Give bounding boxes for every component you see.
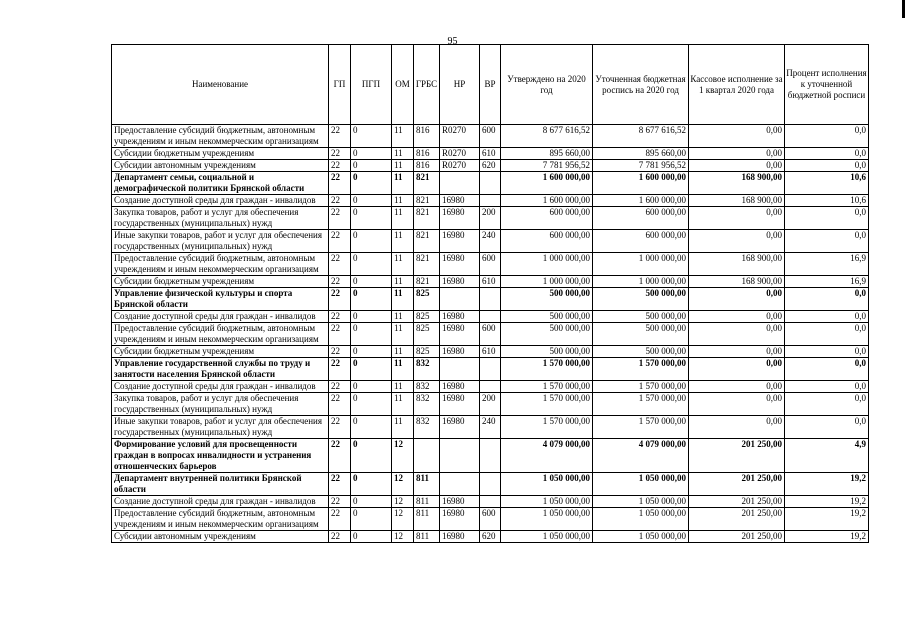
row-approved-cell: 1 570 000,00 — [501, 358, 593, 381]
row-vr-cell: 600 — [480, 323, 501, 346]
row-pgp-cell: 0 — [351, 148, 392, 160]
row-percent-cell: 0,0 — [785, 311, 869, 323]
row-gp-cell: 22 — [329, 288, 351, 311]
row-grbs-cell: 816 — [414, 148, 440, 160]
row-percent-cell: 19,2 — [785, 508, 869, 531]
row-percent-cell: 0,0 — [785, 346, 869, 358]
table-row — [112, 508, 869, 531]
column-header-cash: Кассовое исполнение за 1 квартал 2020 года — [689, 45, 785, 125]
row-nr-cell: 16980 — [440, 416, 480, 439]
row-refined-cell: 1 050 000,00 — [593, 473, 689, 496]
column-header-percent: Процент исполнения к уточненной бюджетной росписи — [785, 45, 869, 125]
row-name-cell: Субсидии бюджетным учреждениям — [112, 346, 329, 358]
row-grbs-cell: 811 — [414, 508, 440, 531]
row-grbs-cell: 832 — [414, 381, 440, 393]
row-vr-cell: 600 — [480, 508, 501, 531]
row-vr-cell — [480, 358, 501, 381]
table-row — [112, 288, 869, 311]
row-nr-cell: 16980 — [440, 195, 480, 207]
row-nr-cell — [440, 172, 480, 195]
row-om-cell: 11 — [392, 393, 414, 416]
row-approved-cell: 1 600 000,00 — [501, 195, 593, 207]
row-refined-cell: 4 079 000,00 — [593, 439, 689, 473]
table-row — [112, 125, 869, 148]
row-refined-cell: 1 000 000,00 — [593, 253, 689, 276]
row-om-cell: 11 — [392, 288, 414, 311]
row-pgp-cell: 0 — [351, 358, 392, 381]
row-nr-cell — [440, 358, 480, 381]
row-grbs-cell: 821 — [414, 172, 440, 195]
table-row — [112, 207, 869, 230]
table-row — [112, 148, 869, 160]
row-cash-cell: 0,00 — [689, 148, 785, 160]
row-refined-cell: 1 570 000,00 — [593, 381, 689, 393]
row-vr-cell: 240 — [480, 230, 501, 253]
row-vr-cell — [480, 288, 501, 311]
row-gp-cell: 22 — [329, 496, 351, 508]
row-gp-cell: 22 — [329, 230, 351, 253]
row-vr-cell: 600 — [480, 125, 501, 148]
row-approved-cell: 1 570 000,00 — [501, 416, 593, 439]
row-grbs-cell: 811 — [414, 473, 440, 496]
row-om-cell: 12 — [392, 473, 414, 496]
row-gp-cell: 22 — [329, 160, 351, 172]
row-grbs-cell: 816 — [414, 125, 440, 148]
row-cash-cell: 0,00 — [689, 381, 785, 393]
row-vr-cell: 610 — [480, 276, 501, 288]
row-percent-cell: 0,0 — [785, 148, 869, 160]
row-vr-cell — [480, 381, 501, 393]
row-pgp-cell: 0 — [351, 253, 392, 276]
page-number: 95 — [447, 36, 458, 47]
row-om-cell: 12 — [392, 531, 414, 543]
row-percent-cell: 19,2 — [785, 496, 869, 508]
table-row — [112, 393, 869, 416]
table-row — [112, 381, 869, 393]
table-row — [112, 531, 869, 543]
row-gp-cell: 22 — [329, 172, 351, 195]
row-percent-cell: 10,6 — [785, 195, 869, 207]
row-name-cell: Субсидии автономным учреждениям — [112, 160, 329, 172]
row-name-cell: Создание доступной среды для граждан - инвалидов — [112, 381, 329, 393]
row-approved-cell: 500 000,00 — [501, 323, 593, 346]
row-approved-cell: 1 050 000,00 — [501, 508, 593, 531]
row-gp-cell: 22 — [329, 323, 351, 346]
row-approved-cell: 1 050 000,00 — [501, 473, 593, 496]
row-percent-cell: 0,0 — [785, 393, 869, 416]
row-gp-cell: 22 — [329, 381, 351, 393]
row-percent-cell: 0,0 — [785, 207, 869, 230]
row-om-cell: 11 — [392, 195, 414, 207]
row-gp-cell: 22 — [329, 276, 351, 288]
row-percent-cell: 19,2 — [785, 473, 869, 496]
row-nr-cell: 16980 — [440, 323, 480, 346]
table-row — [112, 276, 869, 288]
row-cash-cell: 201 250,00 — [689, 473, 785, 496]
row-nr-cell: 16980 — [440, 508, 480, 531]
row-gp-cell: 22 — [329, 439, 351, 473]
row-om-cell: 11 — [392, 160, 414, 172]
row-name-cell: Закупка товаров, работ и услуг для обеспечения государственных (муниципальных) нужд — [112, 207, 329, 230]
row-name-cell: Департамент внутренней политики Брянской области — [112, 473, 329, 496]
row-pgp-cell: 0 — [351, 276, 392, 288]
row-vr-cell: 200 — [480, 207, 501, 230]
row-om-cell: 11 — [392, 276, 414, 288]
row-refined-cell: 895 660,00 — [593, 148, 689, 160]
row-nr-cell — [440, 439, 480, 473]
row-refined-cell: 1 600 000,00 — [593, 195, 689, 207]
row-nr-cell: 16980 — [440, 230, 480, 253]
row-grbs-cell: 811 — [414, 531, 440, 543]
row-nr-cell — [440, 288, 480, 311]
table-row — [112, 253, 869, 276]
row-gp-cell: 22 — [329, 531, 351, 543]
row-nr-cell: 16980 — [440, 253, 480, 276]
row-grbs-cell: 821 — [414, 276, 440, 288]
row-approved-cell: 1 050 000,00 — [501, 531, 593, 543]
row-cash-cell: 0,00 — [689, 346, 785, 358]
row-name-cell: Закупка товаров, работ и услуг для обеспечения государственных (муниципальных) нужд — [112, 393, 329, 416]
row-approved-cell: 1 000 000,00 — [501, 276, 593, 288]
row-cash-cell: 201 250,00 — [689, 496, 785, 508]
row-gp-cell: 22 — [329, 195, 351, 207]
row-name-cell: Создание доступной среды для граждан - инвалидов — [112, 496, 329, 508]
row-pgp-cell: 0 — [351, 416, 392, 439]
row-refined-cell: 600 000,00 — [593, 207, 689, 230]
row-nr-cell: 16980 — [440, 207, 480, 230]
table-row — [112, 439, 869, 473]
row-vr-cell: 240 — [480, 416, 501, 439]
row-pgp-cell: 0 — [351, 473, 392, 496]
row-name-cell: Предоставление субсидий бюджетным, автономным учреждениям и иным некоммерческим организациям — [112, 125, 329, 148]
row-vr-cell — [480, 473, 501, 496]
row-nr-cell — [440, 473, 480, 496]
row-cash-cell: 201 250,00 — [689, 531, 785, 543]
row-vr-cell: 610 — [480, 346, 501, 358]
row-approved-cell: 1 570 000,00 — [501, 381, 593, 393]
row-om-cell: 11 — [392, 381, 414, 393]
row-cash-cell: 168 900,00 — [689, 195, 785, 207]
row-cash-cell: 0,00 — [689, 416, 785, 439]
row-approved-cell: 1 570 000,00 — [501, 393, 593, 416]
table-row — [112, 416, 869, 439]
row-refined-cell: 500 000,00 — [593, 346, 689, 358]
row-gp-cell: 22 — [329, 125, 351, 148]
row-name-cell: Предоставление субсидий бюджетным, автономным учреждениям и иным некоммерческим организациям — [112, 508, 329, 531]
row-pgp-cell: 0 — [351, 195, 392, 207]
row-gp-cell: 22 — [329, 473, 351, 496]
row-gp-cell: 22 — [329, 358, 351, 381]
row-percent-cell: 16,9 — [785, 253, 869, 276]
row-om-cell: 12 — [392, 439, 414, 473]
row-gp-cell: 22 — [329, 346, 351, 358]
column-header-pgp: ПГП — [351, 45, 392, 125]
row-name-cell: Управление физической культуры и спорта Брянской области — [112, 288, 329, 311]
row-pgp-cell: 0 — [351, 381, 392, 393]
row-cash-cell: 0,00 — [689, 160, 785, 172]
column-header-name: Наименование — [112, 45, 329, 125]
row-name-cell: Создание доступной среды для граждан - инвалидов — [112, 311, 329, 323]
row-nr-cell: 16980 — [440, 381, 480, 393]
row-grbs-cell: 821 — [414, 230, 440, 253]
row-pgp-cell: 0 — [351, 531, 392, 543]
row-pgp-cell: 0 — [351, 496, 392, 508]
row-cash-cell: 0,00 — [689, 125, 785, 148]
row-grbs-cell: 825 — [414, 288, 440, 311]
row-grbs-cell: 832 — [414, 416, 440, 439]
row-gp-cell: 22 — [329, 508, 351, 531]
row-pgp-cell: 0 — [351, 230, 392, 253]
row-pgp-cell: 0 — [351, 393, 392, 416]
row-pgp-cell: 0 — [351, 172, 392, 195]
row-grbs-cell: 825 — [414, 311, 440, 323]
row-refined-cell: 500 000,00 — [593, 323, 689, 346]
column-header-vr: ВР — [480, 45, 501, 125]
row-refined-cell: 1 050 000,00 — [593, 531, 689, 543]
row-grbs-cell: 816 — [414, 160, 440, 172]
row-vr-cell — [480, 172, 501, 195]
column-header-approved: Утверждено на 2020 год — [501, 45, 593, 125]
row-grbs-cell: 832 — [414, 358, 440, 381]
row-cash-cell: 0,00 — [689, 323, 785, 346]
row-approved-cell: 8 677 616,52 — [501, 125, 593, 148]
row-grbs-cell — [414, 439, 440, 473]
row-refined-cell: 500 000,00 — [593, 288, 689, 311]
row-percent-cell: 0,0 — [785, 323, 869, 346]
row-refined-cell: 1 050 000,00 — [593, 496, 689, 508]
row-nr-cell: 16980 — [440, 346, 480, 358]
row-percent-cell: 19,2 — [785, 531, 869, 543]
row-gp-cell: 22 — [329, 311, 351, 323]
row-grbs-cell: 821 — [414, 253, 440, 276]
row-refined-cell: 600 000,00 — [593, 230, 689, 253]
row-pgp-cell: 0 — [351, 439, 392, 473]
row-cash-cell: 0,00 — [689, 230, 785, 253]
row-vr-cell: 600 — [480, 253, 501, 276]
row-approved-cell: 500 000,00 — [501, 346, 593, 358]
row-percent-cell: 0,0 — [785, 160, 869, 172]
row-approved-cell: 500 000,00 — [501, 311, 593, 323]
table-row — [112, 230, 869, 253]
row-approved-cell: 4 079 000,00 — [501, 439, 593, 473]
row-pgp-cell: 0 — [351, 311, 392, 323]
row-vr-cell: 200 — [480, 393, 501, 416]
row-cash-cell: 0,00 — [689, 358, 785, 381]
row-pgp-cell: 0 — [351, 288, 392, 311]
row-percent-cell: 0,0 — [785, 288, 869, 311]
row-percent-cell: 0,0 — [785, 358, 869, 381]
row-vr-cell: 610 — [480, 148, 501, 160]
row-om-cell: 12 — [392, 496, 414, 508]
table-header-row — [112, 45, 869, 125]
row-cash-cell: 0,00 — [689, 393, 785, 416]
row-om-cell: 11 — [392, 148, 414, 160]
row-cash-cell: 0,00 — [689, 207, 785, 230]
row-nr-cell: 16980 — [440, 311, 480, 323]
table-row — [112, 496, 869, 508]
table-row — [112, 473, 869, 496]
row-cash-cell: 0,00 — [689, 288, 785, 311]
column-header-gp: ГП — [329, 45, 351, 125]
row-pgp-cell: 0 — [351, 207, 392, 230]
row-gp-cell: 22 — [329, 393, 351, 416]
row-om-cell: 11 — [392, 172, 414, 195]
row-gp-cell: 22 — [329, 416, 351, 439]
row-refined-cell: 8 677 616,52 — [593, 125, 689, 148]
row-percent-cell: 0,0 — [785, 381, 869, 393]
row-refined-cell: 1 600 000,00 — [593, 172, 689, 195]
table-row — [112, 195, 869, 207]
row-vr-cell: 620 — [480, 160, 501, 172]
row-cash-cell: 201 250,00 — [689, 439, 785, 473]
row-vr-cell — [480, 439, 501, 473]
row-cash-cell: 168 900,00 — [689, 253, 785, 276]
row-cash-cell: 0,00 — [689, 311, 785, 323]
row-vr-cell — [480, 311, 501, 323]
row-om-cell: 11 — [392, 323, 414, 346]
row-om-cell: 12 — [392, 508, 414, 531]
row-grbs-cell: 821 — [414, 195, 440, 207]
column-header-grbs: ГРБС — [414, 45, 440, 125]
table-row — [112, 172, 869, 195]
row-percent-cell: 16,9 — [785, 276, 869, 288]
row-name-cell: Управление государственной службы по труду и занятости населения Брянской области — [112, 358, 329, 381]
row-name-cell: Субсидии бюджетным учреждениям — [112, 148, 329, 160]
row-grbs-cell: 821 — [414, 207, 440, 230]
row-om-cell: 11 — [392, 207, 414, 230]
row-gp-cell: 22 — [329, 207, 351, 230]
row-grbs-cell: 825 — [414, 346, 440, 358]
row-om-cell: 11 — [392, 358, 414, 381]
row-vr-cell — [480, 496, 501, 508]
row-nr-cell: 16980 — [440, 276, 480, 288]
row-approved-cell: 600 000,00 — [501, 207, 593, 230]
row-approved-cell: 600 000,00 — [501, 230, 593, 253]
row-name-cell: Иные закупки товаров, работ и услуг для обеспечения государственных (муниципальных) нужд — [112, 416, 329, 439]
table-row — [112, 358, 869, 381]
row-name-cell: Предоставление субсидий бюджетным, автономным учреждениям и иным некоммерческим организациям — [112, 323, 329, 346]
row-approved-cell: 500 000,00 — [501, 288, 593, 311]
row-approved-cell: 7 781 956,52 — [501, 160, 593, 172]
row-grbs-cell: 811 — [414, 496, 440, 508]
column-header-refined: Уточненная бюджетная роспись на 2020 год — [593, 45, 689, 125]
row-approved-cell: 1 600 000,00 — [501, 172, 593, 195]
row-refined-cell: 500 000,00 — [593, 311, 689, 323]
table-body — [112, 125, 869, 543]
row-refined-cell: 7 781 956,52 — [593, 160, 689, 172]
row-nr-cell: R0270 — [440, 160, 480, 172]
table-row — [112, 160, 869, 172]
row-nr-cell: R0270 — [440, 148, 480, 160]
row-refined-cell: 1 570 000,00 — [593, 416, 689, 439]
row-om-cell: 11 — [392, 416, 414, 439]
row-name-cell: Создание доступной среды для граждан - инвалидов — [112, 195, 329, 207]
row-om-cell: 11 — [392, 311, 414, 323]
row-name-cell: Субсидии бюджетным учреждениям — [112, 276, 329, 288]
row-om-cell: 11 — [392, 346, 414, 358]
row-refined-cell: 1 000 000,00 — [593, 276, 689, 288]
row-om-cell: 11 — [392, 253, 414, 276]
row-percent-cell: 0,0 — [785, 125, 869, 148]
row-gp-cell: 22 — [329, 148, 351, 160]
row-pgp-cell: 0 — [351, 160, 392, 172]
row-percent-cell: 0,0 — [785, 230, 869, 253]
row-nr-cell: R0270 — [440, 125, 480, 148]
table-row — [112, 323, 869, 346]
table-row — [112, 311, 869, 323]
row-pgp-cell: 0 — [351, 125, 392, 148]
row-cash-cell: 201 250,00 — [689, 508, 785, 531]
table-row — [112, 346, 869, 358]
row-om-cell: 11 — [392, 230, 414, 253]
row-cash-cell: 168 900,00 — [689, 276, 785, 288]
row-name-cell: Формирование условий для просвещенности граждан в вопросах инвалидности и устранения отношенческих барьеров — [112, 439, 329, 473]
row-gp-cell: 22 — [329, 253, 351, 276]
row-nr-cell: 16980 — [440, 496, 480, 508]
row-grbs-cell: 832 — [414, 393, 440, 416]
column-header-om: ОМ — [392, 45, 414, 125]
row-name-cell: Субсидии автономным учреждениям — [112, 531, 329, 543]
row-refined-cell: 1 570 000,00 — [593, 358, 689, 381]
row-refined-cell: 1 570 000,00 — [593, 393, 689, 416]
budget-table — [111, 44, 869, 543]
row-percent-cell: 0,0 — [785, 416, 869, 439]
row-percent-cell: 4,9 — [785, 439, 869, 473]
row-pgp-cell: 0 — [351, 508, 392, 531]
row-name-cell: Иные закупки товаров, работ и услуг для обеспечения государственных (муниципальных) нужд — [112, 230, 329, 253]
row-vr-cell: 620 — [480, 531, 501, 543]
row-name-cell: Предоставление субсидий бюджетным, автономным учреждениям и иным некоммерческим организациям — [112, 253, 329, 276]
row-refined-cell: 1 050 000,00 — [593, 508, 689, 531]
row-grbs-cell: 825 — [414, 323, 440, 346]
row-name-cell: Департамент семьи, социальной и демографической политики Брянской области — [112, 172, 329, 195]
row-approved-cell: 1 050 000,00 — [501, 496, 593, 508]
row-pgp-cell: 0 — [351, 323, 392, 346]
row-vr-cell — [480, 195, 501, 207]
column-header-nr: НР — [440, 45, 480, 125]
row-percent-cell: 10,6 — [785, 172, 869, 195]
row-cash-cell: 168 900,00 — [689, 172, 785, 195]
row-pgp-cell: 0 — [351, 346, 392, 358]
row-nr-cell: 16980 — [440, 531, 480, 543]
row-approved-cell: 1 000 000,00 — [501, 253, 593, 276]
row-approved-cell: 895 660,00 — [501, 148, 593, 160]
row-om-cell: 11 — [392, 125, 414, 148]
row-nr-cell: 16980 — [440, 393, 480, 416]
